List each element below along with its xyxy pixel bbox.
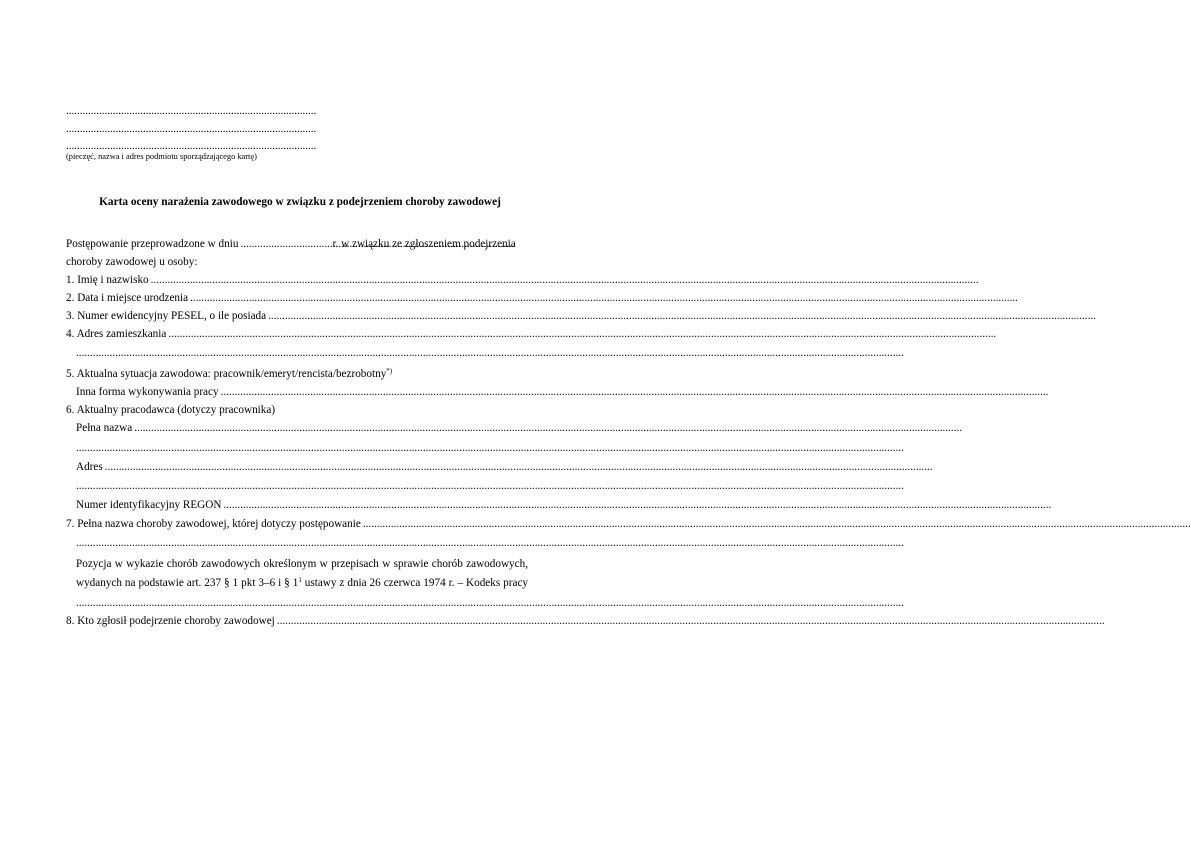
intro-part2: r. w związku ze zgłoszeniem podejrzenia <box>332 238 516 250</box>
employer-full-name-field-line-2[interactable] <box>76 440 904 456</box>
employer-name-continuation <box>76 440 528 456</box>
employer-address-label: Adres <box>76 461 103 473</box>
disease-position-line-2: wydanych na podstawie art. 237 § 1 pkt 3–6 i § $1^1$ ustawy z dnia 26 czerwca 1974 r. – Kodeks pracy <box>76 576 528 589</box>
disease-position-field-row <box>76 595 528 611</box>
birth-date-place-field[interactable] <box>190 290 1018 306</box>
item-5-other <box>76 384 541 400</box>
header-dotted-line-2[interactable] <box>66 123 317 135</box>
address-field-line-2[interactable] <box>76 345 904 361</box>
reporter-field[interactable] <box>277 613 1105 629</box>
full-name-field[interactable] <box>151 272 979 288</box>
disease-name-field[interactable] <box>363 516 1191 532</box>
item-6-label: 6. Aktualny pracodawca (dotyczy pracownika) <box>66 404 276 416</box>
header-dotted-line-3[interactable] <box>66 140 317 152</box>
employer-address-field-line-2[interactable] <box>76 478 904 494</box>
employer-address-field[interactable] <box>105 459 933 475</box>
dotted-line: ........................................................................................... <box>66 123 317 135</box>
intro-line2-text: choroby zawodowej u osoby: <box>66 256 198 268</box>
procedure-date-field[interactable] <box>240 236 330 252</box>
item-4-label: 4. Adres zamieszkania <box>66 328 167 340</box>
item-6 <box>66 402 528 418</box>
header-caption: (pieczęć, nazwa i adres podmiotu sporządzającego kartę) <box>66 152 257 161</box>
disease-position-line-1: Pozycja w wykazie chorób zawodowych określonym w przepisach w sprawie chorób zawodowych, <box>76 558 528 570</box>
item-1-label: 1. Imię i nazwisko <box>66 274 149 286</box>
pesel-field[interactable] <box>268 308 1096 324</box>
item-5-label: 5. Aktualna sytuacja zawodowa: pracownik/emeryt/rencista/bezrobotny*) <box>66 367 393 380</box>
employer-address <box>76 459 528 475</box>
disease-name-field-line-2[interactable] <box>76 535 904 551</box>
regon-field[interactable] <box>223 497 1051 513</box>
header-dotted-line-1[interactable] <box>66 105 317 117</box>
employer-full-name-label: Pełna nazwa <box>76 422 133 434</box>
disease-name-continuation <box>76 535 528 551</box>
item-2-label: 2. Data i miejsce urodzenia <box>66 292 189 304</box>
intro-part1: Postępowanie przeprowadzone w dniu <box>66 238 239 250</box>
item-3 <box>66 308 528 324</box>
employer-regon-label: Numer identyfikacyjny REGON <box>76 499 222 511</box>
item-5-other-label: Inna forma wykonywania pracy <box>76 386 219 398</box>
dotted-line: ........................................................................................... <box>66 140 317 152</box>
other-work-form-field[interactable] <box>221 384 1049 400</box>
dotted-line: ........................................................................................... <box>66 105 317 117</box>
employer-regon <box>76 497 528 513</box>
item-4 <box>66 326 528 342</box>
form-title: Karta oceny narażenia zawodowego w związku z podejrzeniem choroby zawodowej <box>99 196 501 208</box>
address-continuation <box>76 345 528 361</box>
employer-full-name <box>76 420 528 436</box>
item-8 <box>66 613 528 629</box>
disease-position-field[interactable] <box>76 595 904 611</box>
item-3-label: 3. Numer ewidencyjny PESEL, o ile posiada <box>66 310 267 322</box>
item-2 <box>66 290 528 306</box>
item-5 <box>66 366 528 382</box>
item-7 <box>66 516 528 532</box>
item-7-label: 7. Pełna nazwa choroby zawodowej, której dotyczy postępowanie <box>66 518 361 530</box>
address-field[interactable] <box>168 326 996 342</box>
employer-full-name-field[interactable] <box>134 420 962 436</box>
intro-line <box>66 236 528 252</box>
item-1 <box>66 272 528 288</box>
employer-address-continuation <box>76 478 528 494</box>
item-8-label: 8. Kto zgłosił podejrzenie choroby zawodowej <box>66 615 275 627</box>
intro-line-2 <box>66 254 528 270</box>
